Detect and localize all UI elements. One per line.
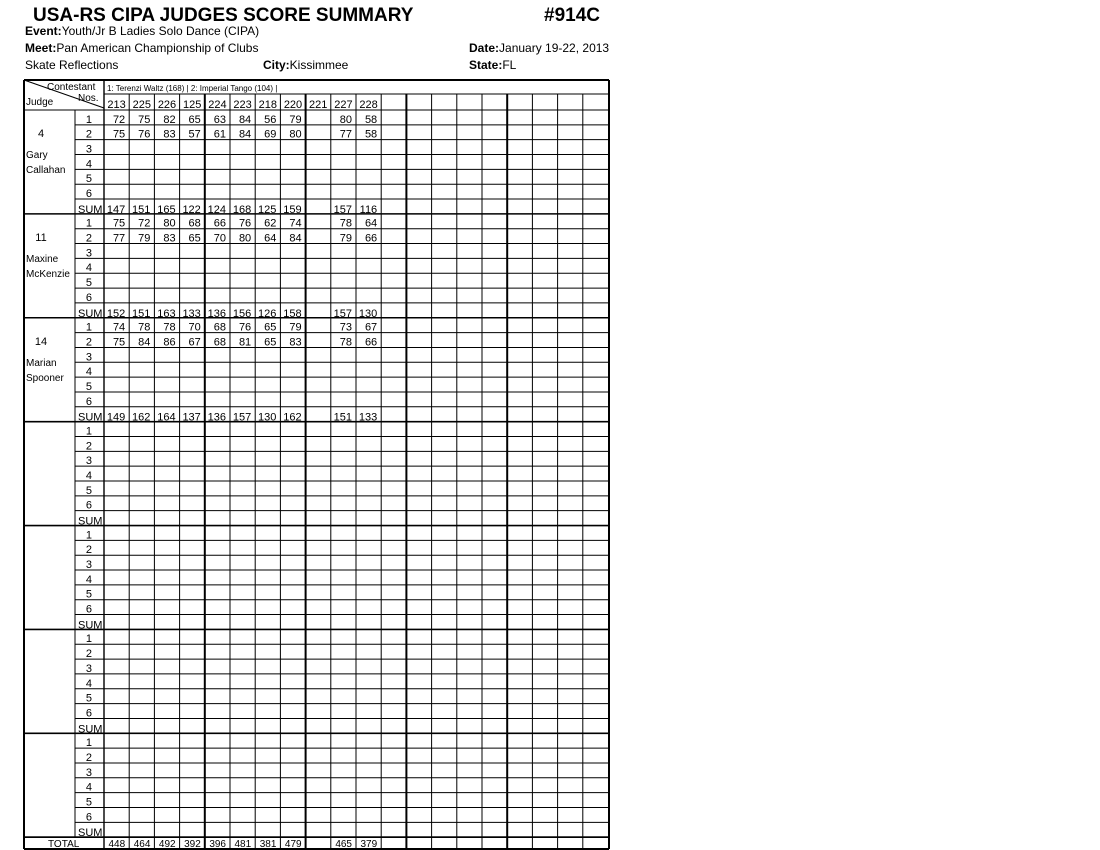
score-cell: 68	[213, 321, 226, 334]
score-cell: 70	[188, 321, 201, 334]
state-value: FL	[502, 58, 517, 72]
sum-cell: 125	[258, 203, 277, 216]
row-number-label: 5	[85, 692, 92, 705]
total-cell: 479	[284, 839, 302, 850]
contestant-number: 224	[208, 99, 227, 111]
row-number-label: 3	[85, 766, 92, 779]
row-number-label: 4	[85, 158, 92, 171]
score-cell: 78	[339, 336, 352, 349]
row-number-label: 4	[85, 781, 92, 794]
dances-caption: 1: Terenzi Waltz (168) | 2: Imperial Tango (104) |	[107, 84, 278, 93]
row-number-label: 1	[85, 633, 92, 646]
row-number-label: 4	[85, 262, 92, 275]
score-cell: 78	[138, 321, 151, 334]
score-cell: 66	[364, 232, 378, 245]
sum-label: SUM	[78, 307, 103, 320]
row-number-label: 2	[85, 232, 92, 245]
row-number-label: 3	[85, 247, 92, 260]
row-number-label: 6	[85, 188, 92, 201]
corner-contestant-label: Contestant	[47, 82, 96, 93]
row-number-label: 4	[85, 366, 92, 379]
row-number-label: 6	[85, 603, 92, 616]
score-cell: 78	[163, 321, 176, 334]
row-number-label: 1	[85, 737, 92, 750]
row-number-label: 1	[85, 113, 92, 126]
score-cell: 76	[238, 217, 252, 230]
score-cell: 74	[289, 217, 302, 230]
sum-cell: 136	[207, 307, 226, 320]
contestant-number: 226	[157, 99, 177, 111]
score-cell: 58	[364, 113, 378, 126]
sum-cell: 124	[207, 203, 226, 216]
sum-cell: 156	[232, 307, 252, 320]
judge-last-name: McKenzie	[26, 268, 70, 280]
score-cell: 66	[364, 336, 378, 349]
row-number-label: 6	[85, 811, 92, 824]
judge-last-name: Spooner	[26, 372, 64, 384]
score-cell: 62	[264, 217, 277, 230]
total-cell: 448	[108, 839, 126, 850]
score-cell: 64	[364, 217, 378, 230]
score-cell: 83	[289, 336, 302, 349]
score-cell: 65	[188, 113, 201, 126]
score-cell: 63	[213, 113, 226, 126]
contestant-number: 221	[309, 99, 328, 111]
total-cell: 492	[158, 839, 176, 850]
sum-label: SUM	[78, 723, 103, 736]
row-number-label: 6	[85, 707, 92, 720]
row-number-label: 2	[85, 336, 92, 349]
total-cell: 481	[234, 839, 252, 850]
sum-cell: 149	[106, 411, 126, 424]
row-number-label: 3	[85, 455, 92, 468]
row-number-label: 2	[85, 751, 92, 764]
row-number-label: 2	[85, 440, 92, 453]
score-cell: 76	[238, 321, 252, 334]
score-cell: 75	[112, 217, 126, 230]
contestant-number: 227	[334, 99, 353, 111]
sum-cell: 164	[157, 411, 176, 424]
total-cell: 465	[335, 839, 352, 850]
sum-cell: 157	[333, 203, 352, 216]
score-cell: 70	[213, 232, 226, 245]
score-cell: 80	[339, 113, 352, 126]
judge-first-name: Maxine	[26, 253, 59, 265]
score-cell: 68	[213, 336, 226, 349]
score-cell: 66	[213, 217, 226, 230]
score-cell: 76	[138, 128, 151, 141]
row-number-label: 1	[85, 529, 92, 542]
sum-label: SUM	[78, 619, 103, 632]
score-cell: 84	[238, 128, 252, 141]
sum-cell: 133	[182, 307, 201, 320]
sum-cell: 162	[132, 411, 151, 424]
state-label: State:	[469, 58, 503, 72]
sum-cell: 157	[232, 411, 252, 424]
total-cell: 464	[133, 839, 151, 850]
score-cell: 68	[188, 217, 201, 230]
row-number-label: 5	[85, 588, 92, 601]
sum-cell: 136	[207, 411, 226, 424]
row-number-label: 5	[85, 277, 92, 290]
sum-label: SUM	[78, 411, 103, 424]
sum-cell: 168	[232, 203, 252, 216]
score-cell: 65	[264, 336, 277, 349]
score-cell: 67	[364, 321, 378, 334]
sum-cell: 133	[358, 411, 378, 424]
event-label: Event:	[25, 24, 62, 38]
score-cell: 86	[163, 336, 176, 349]
contestant-number: 213	[107, 99, 126, 111]
score-cell: 75	[138, 113, 151, 126]
sum-cell: 137	[182, 411, 201, 424]
score-cell: 69	[264, 128, 277, 141]
sum-cell: 162	[283, 411, 302, 424]
total-label: TOTAL	[48, 839, 80, 850]
total-cell: 392	[184, 839, 201, 850]
row-number-label: 4	[85, 573, 92, 586]
row-number-label: 6	[85, 499, 92, 512]
contestant-number: 218	[258, 99, 277, 111]
sum-label: SUM	[78, 515, 103, 528]
score-cell: 79	[289, 321, 302, 334]
row-number-label: 3	[85, 559, 92, 572]
corner-nos-label: Nos.	[78, 93, 99, 104]
score-cell: 73	[339, 321, 352, 334]
sum-cell: 126	[258, 307, 277, 320]
row-number-label: 1	[85, 321, 92, 334]
row-number-label: 5	[85, 173, 92, 186]
sum-cell: 165	[157, 203, 176, 216]
sum-label: SUM	[78, 203, 103, 216]
sum-cell: 147	[106, 203, 126, 216]
sum-cell: 158	[283, 307, 302, 320]
score-cell: 81	[238, 336, 252, 349]
sum-cell: 163	[157, 307, 176, 320]
meet-label: Meet:	[25, 41, 57, 55]
score-cell: 79	[339, 232, 352, 245]
score-cell: 84	[138, 336, 151, 349]
score-cell: 75	[112, 336, 126, 349]
sum-cell: 152	[106, 307, 126, 320]
score-cell: 57	[188, 128, 201, 141]
row-number-label: 3	[85, 143, 92, 156]
judge-number: 11	[35, 231, 47, 244]
sum-cell: 116	[359, 203, 378, 216]
date-label: Date:	[469, 41, 500, 55]
sum-cell: 159	[283, 203, 302, 216]
score-cell: 83	[163, 128, 176, 141]
score-cell: 79	[289, 113, 302, 126]
city-label: City:	[263, 58, 290, 72]
row-number-label: 2	[85, 648, 92, 661]
row-number-label: 2	[85, 128, 92, 141]
sum-label: SUM	[78, 827, 103, 840]
score-cell: 67	[188, 336, 201, 349]
score-cell: 74	[112, 321, 126, 334]
sum-cell: 151	[132, 307, 151, 320]
sum-cell: 122	[182, 203, 201, 216]
contestant-number: 225	[132, 99, 151, 111]
score-cell: 72	[138, 217, 151, 230]
total-cell: 396	[209, 839, 226, 850]
score-cell: 75	[112, 128, 126, 141]
total-cell: 379	[360, 839, 378, 850]
city-value: Kissimmee	[289, 58, 349, 72]
form-number: #914C	[544, 5, 600, 26]
meet-value: Pan American Championship of Clubs	[56, 41, 259, 55]
score-cell: 77	[112, 232, 126, 245]
score-cell: 72	[112, 113, 126, 126]
sum-cell: 130	[258, 411, 277, 424]
judge-first-name: Gary	[26, 150, 48, 161]
score-cell: 65	[188, 232, 201, 245]
score-cell: 82	[163, 113, 176, 126]
event-value: Youth/Jr B Ladies Solo Dance (CIPA)	[61, 24, 260, 38]
judge-first-name: Marian	[26, 357, 57, 369]
date-value: January 19-22, 2013	[499, 41, 610, 55]
score-cell: 84	[238, 113, 252, 126]
sum-cell: 157	[333, 307, 352, 320]
row-number-label: 4	[85, 470, 92, 482]
score-cell: 80	[238, 232, 252, 245]
sum-cell: 130	[358, 307, 378, 320]
score-cell: 84	[289, 232, 302, 245]
host-club: Skate Reflections	[25, 58, 119, 72]
row-number-label: 1	[85, 425, 92, 438]
row-number-label: 3	[85, 662, 92, 675]
row-number-label: 5	[85, 484, 92, 497]
row-number-label: 2	[85, 544, 92, 557]
score-cell: 64	[264, 232, 277, 245]
judge-last-name: Callahan	[26, 165, 66, 176]
score-cell: 79	[138, 232, 151, 245]
score-cell: 80	[289, 128, 302, 141]
score-cell: 65	[264, 321, 277, 334]
row-number-label: 1	[85, 217, 92, 230]
sum-cell: 151	[333, 411, 352, 424]
row-number-label: 3	[85, 351, 92, 364]
row-number-label: 5	[85, 380, 92, 393]
row-number-label: 4	[85, 677, 92, 690]
row-number-label: 5	[85, 796, 92, 809]
score-cell: 80	[163, 217, 176, 230]
row-number-label: 6	[85, 291, 92, 304]
score-cell: 78	[339, 217, 352, 230]
corner-judge-label: Judge	[26, 97, 54, 108]
page-title: USA-RS CIPA JUDGES SCORE SUMMARY	[33, 5, 414, 26]
score-cell: 61	[213, 128, 226, 141]
row-number-label: 6	[85, 395, 92, 408]
score-cell: 83	[163, 232, 176, 245]
judge-number: 14	[34, 335, 48, 348]
contestant-number: 228	[359, 99, 378, 111]
sum-cell: 151	[132, 203, 151, 216]
judge-number: 4	[37, 128, 45, 140]
contestant-number: 220	[283, 99, 303, 111]
total-cell: 381	[259, 839, 277, 850]
score-cell: 58	[364, 128, 378, 141]
score-cell: 56	[264, 113, 277, 126]
score-cell: 77	[339, 128, 352, 141]
contestant-number: 125	[183, 99, 202, 111]
contestant-number: 223	[233, 99, 252, 111]
